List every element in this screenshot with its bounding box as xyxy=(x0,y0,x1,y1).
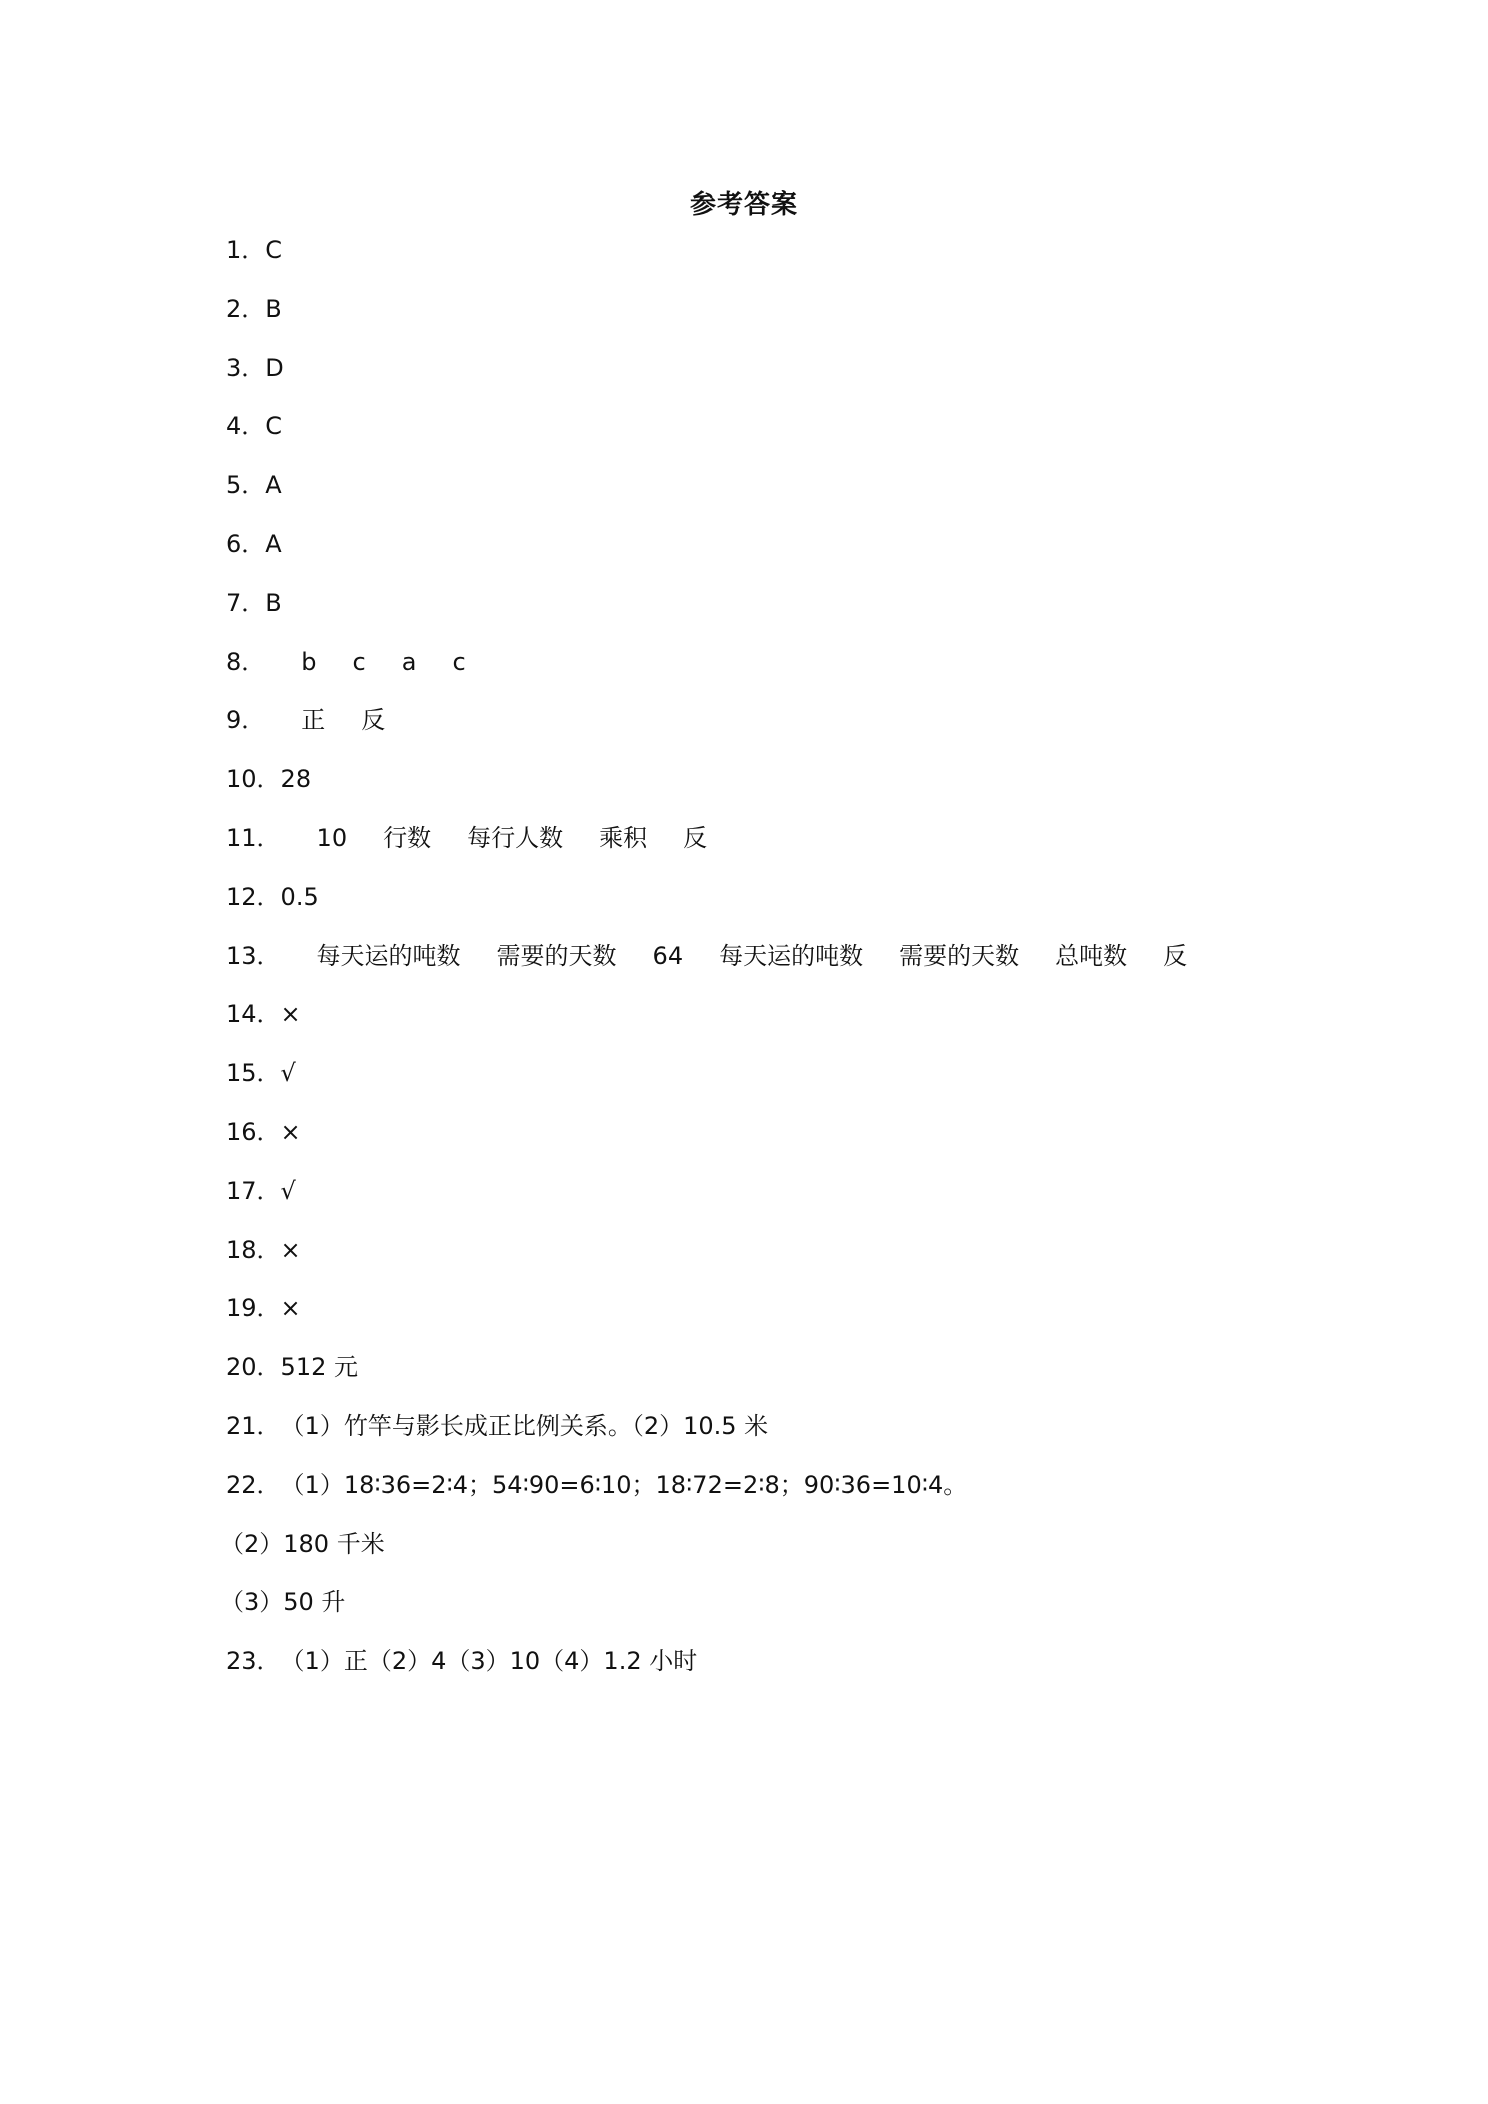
blank-answer: 需要的天数 xyxy=(899,941,1020,970)
answer-6 xyxy=(226,526,1326,585)
answer-text: 28 xyxy=(280,765,312,794)
answer-3 xyxy=(226,350,1326,409)
number-separator: ． xyxy=(256,1353,281,1382)
answer-17 xyxy=(226,1173,1326,1232)
blank-answer: c xyxy=(452,647,466,676)
question-number: 17 xyxy=(226,1176,257,1205)
number-separator: ． xyxy=(256,1176,281,1205)
answer-21 xyxy=(226,1408,1326,1467)
number-separator: ． xyxy=(256,1294,281,1323)
question-number: 20 xyxy=(226,1353,257,1382)
number-separator: ． xyxy=(241,647,266,676)
question-number: 1 xyxy=(226,236,242,264)
answer-16 xyxy=(226,1114,1326,1173)
number-separator: ． xyxy=(256,1000,281,1029)
answer-text: （1）18∶36=2∶4；54∶90=6∶10；18∶72=2∶8；90∶36=10∶4。 xyxy=(280,1470,968,1499)
blank-answer: 每行人数 xyxy=(467,823,564,852)
answer-13 xyxy=(226,938,1326,997)
answer-11 xyxy=(226,820,1326,879)
question-number: 19 xyxy=(226,1294,257,1323)
answer-10 xyxy=(226,761,1326,820)
answer-18 xyxy=(226,1232,1326,1291)
number-separator: ． xyxy=(256,765,281,794)
answer-1 xyxy=(226,232,1326,291)
answer-text: × xyxy=(280,1294,301,1323)
blank-answer: 反 xyxy=(683,823,708,852)
answer-text: C xyxy=(265,236,283,264)
answer-23 xyxy=(226,1643,1326,1702)
blank-answer: 反 xyxy=(361,706,386,735)
number-separator: ． xyxy=(256,882,281,911)
blank-answer: 每天运的吨数 xyxy=(719,941,864,970)
answer-text: × xyxy=(280,1117,301,1146)
answer-text: A xyxy=(265,529,282,558)
answer-4 xyxy=(226,408,1326,467)
answer-22-part-3 xyxy=(220,1584,1326,1643)
answer-text: B xyxy=(265,588,282,617)
question-number: 12 xyxy=(226,882,257,911)
number-separator: ． xyxy=(256,1235,281,1264)
question-number: 4 xyxy=(226,412,242,441)
blank-answer: c xyxy=(352,647,366,676)
number-separator: ． xyxy=(256,1117,281,1146)
question-number: 18 xyxy=(226,1235,257,1264)
number-separator: ． xyxy=(241,353,266,382)
number-separator: ． xyxy=(241,294,266,323)
answer-12 xyxy=(226,879,1326,938)
number-separator: ． xyxy=(256,1470,281,1499)
question-number: 14 xyxy=(226,1000,257,1029)
question-number: 7 xyxy=(226,588,242,617)
answer-9 xyxy=(226,702,1326,761)
number-separator: ． xyxy=(256,1647,281,1676)
answer-list xyxy=(220,232,1326,1702)
number-separator: ． xyxy=(241,588,266,617)
question-number: 13 xyxy=(226,941,257,970)
answer-text: 512 元 xyxy=(280,1353,358,1382)
number-separator: ． xyxy=(241,529,266,558)
number-separator: ． xyxy=(241,236,266,264)
number-separator: ． xyxy=(241,471,266,500)
answer-text: × xyxy=(280,1000,301,1029)
answer-text: （3）50 升 xyxy=(220,1588,346,1617)
answer-22 xyxy=(226,1467,1326,1526)
blank-answer: 64 xyxy=(652,941,684,970)
question-number: 10 xyxy=(226,765,257,794)
question-number: 8 xyxy=(226,647,242,676)
answer-19 xyxy=(226,1290,1326,1349)
question-number: 22 xyxy=(226,1470,257,1499)
answer-text: （2）180 千米 xyxy=(220,1529,385,1558)
answer-5 xyxy=(226,467,1326,526)
blank-answer: 需要的天数 xyxy=(496,941,617,970)
blank-answer: 正 xyxy=(301,706,326,735)
answer-8 xyxy=(226,644,1326,703)
answer-20 xyxy=(226,1349,1326,1408)
number-separator: ． xyxy=(256,823,281,852)
answer-text: C xyxy=(265,412,283,441)
answer-14 xyxy=(226,996,1326,1055)
question-number: 2 xyxy=(226,294,242,323)
answer-text: （1）正（2）4（3）10（4）1.2 小时 xyxy=(280,1647,698,1676)
question-number: 6 xyxy=(226,529,242,558)
question-number: 9 xyxy=(226,706,242,735)
answer-text: × xyxy=(280,1235,301,1264)
answer-22-part-2 xyxy=(220,1526,1326,1585)
answer-7 xyxy=(226,585,1326,644)
question-number: 5 xyxy=(226,471,242,500)
answer-2 xyxy=(226,291,1326,350)
question-number: 15 xyxy=(226,1059,257,1088)
number-separator: ． xyxy=(256,1059,281,1088)
blank-answer: 反 xyxy=(1163,941,1188,970)
blank-answer: b xyxy=(301,647,317,676)
page-title: 参考答案 xyxy=(689,190,798,220)
blank-answer: 10 xyxy=(316,823,348,852)
answer-text: B xyxy=(265,294,282,323)
question-number: 3 xyxy=(226,353,242,382)
answer-text: （1）竹竿与影长成正比例关系。（2）10.5 米 xyxy=(280,1411,769,1440)
answer-15 xyxy=(226,1055,1326,1114)
number-separator: ． xyxy=(256,1411,281,1440)
answer-text: √ xyxy=(280,1176,296,1205)
answer-text: A xyxy=(265,471,282,500)
blank-answer: a xyxy=(401,647,417,676)
blank-answer: 行数 xyxy=(383,823,432,852)
question-number: 11 xyxy=(226,823,257,852)
blank-answer: 乘积 xyxy=(599,823,648,852)
question-number: 21 xyxy=(226,1411,257,1440)
question-number: 23 xyxy=(226,1647,257,1676)
blank-answer: 每天运的吨数 xyxy=(316,941,461,970)
number-separator: ． xyxy=(241,412,266,441)
answer-text: 0.5 xyxy=(280,882,319,911)
number-separator: ． xyxy=(256,941,281,970)
question-number: 16 xyxy=(226,1117,257,1146)
number-separator: ． xyxy=(241,706,266,735)
answer-text: √ xyxy=(280,1059,296,1088)
blank-answer: 总吨数 xyxy=(1055,941,1128,970)
answer-text: D xyxy=(265,353,284,382)
